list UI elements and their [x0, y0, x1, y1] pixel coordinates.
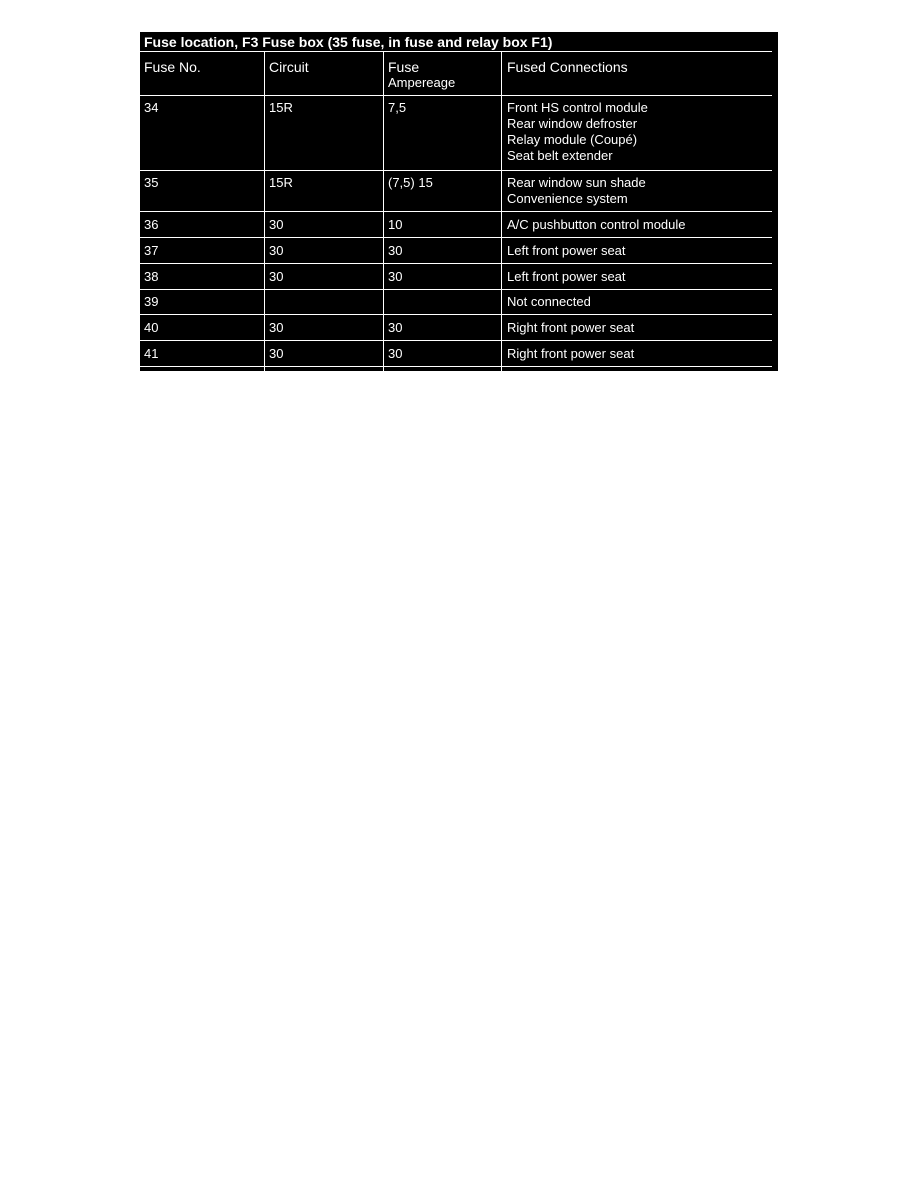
row-40-ampereage: 30	[388, 320, 403, 335]
header-divider	[140, 95, 772, 96]
header-ampereage: Ampereage	[388, 75, 456, 90]
row-41-connection: Right front power seat	[507, 346, 635, 361]
row-36-connection: A/C pushbutton control module	[507, 217, 686, 232]
row-36-circuit: 30	[269, 217, 284, 232]
row-divider	[140, 263, 772, 264]
row-41-circuit: 30	[269, 346, 284, 361]
row-38-circuit: 30	[269, 269, 284, 284]
row-35-circuit: 15R	[269, 175, 293, 190]
column-divider	[383, 51, 384, 397]
row-37-fuse: 37	[144, 243, 159, 258]
row-divider	[140, 340, 772, 341]
row-divider	[140, 314, 772, 315]
row-34-circuit: 15R	[269, 100, 293, 115]
fuse-table	[140, 32, 778, 371]
row-35-ampereage: (7,5) 15	[388, 175, 433, 190]
row-40-circuit: 30	[269, 320, 284, 335]
row-40-fuse: 40	[144, 320, 159, 335]
row-35-connection: Rear window sun shade	[507, 175, 646, 190]
row-34-ampereage: 7,5	[388, 100, 407, 115]
row-34-connection: Front HS control module	[507, 100, 648, 115]
column-divider	[501, 51, 502, 397]
row-divider	[140, 289, 772, 290]
row-35-fuse: 35	[144, 175, 159, 190]
row-40-connection: Right front power seat	[507, 320, 635, 335]
row-39-connection: Not connected	[507, 294, 591, 309]
row-37-circuit: 30	[269, 243, 284, 258]
row-36-fuse: 36	[144, 217, 159, 232]
row-34-fuse: 34	[144, 100, 159, 115]
title-divider	[140, 51, 772, 52]
row-34-connection: Rear window defroster	[507, 116, 638, 131]
header-fused-connections: Fused Connections	[507, 59, 628, 75]
row-36-ampereage: 10	[388, 217, 403, 232]
table-bottom-border	[140, 366, 772, 367]
row-divider	[140, 237, 772, 238]
row-34-connection: Seat belt extender	[507, 148, 613, 163]
row-39-fuse: 39	[144, 294, 159, 309]
row-37-connection: Left front power seat	[507, 243, 626, 258]
row-divider	[140, 170, 772, 171]
row-divider	[140, 211, 772, 212]
header-fuse-no: Fuse No.	[144, 59, 201, 75]
row-37-ampereage: 30	[388, 243, 403, 258]
row-38-connection: Left front power seat	[507, 269, 626, 284]
header-circuit: Circuit	[269, 59, 309, 75]
row-41-fuse: 41	[144, 346, 159, 361]
row-38-fuse: 38	[144, 269, 159, 284]
column-divider	[264, 51, 265, 397]
header-fuse: Fuse	[388, 59, 420, 75]
row-38-ampereage: 30	[388, 269, 403, 284]
table-title: Fuse location, F3 Fuse box (35 fuse, in fuse and relay box F1)	[144, 34, 553, 50]
row-41-ampereage: 30	[388, 346, 403, 361]
row-34-connection: Relay module (Coupé)	[507, 132, 638, 147]
row-35-connection: Convenience system	[507, 191, 628, 206]
